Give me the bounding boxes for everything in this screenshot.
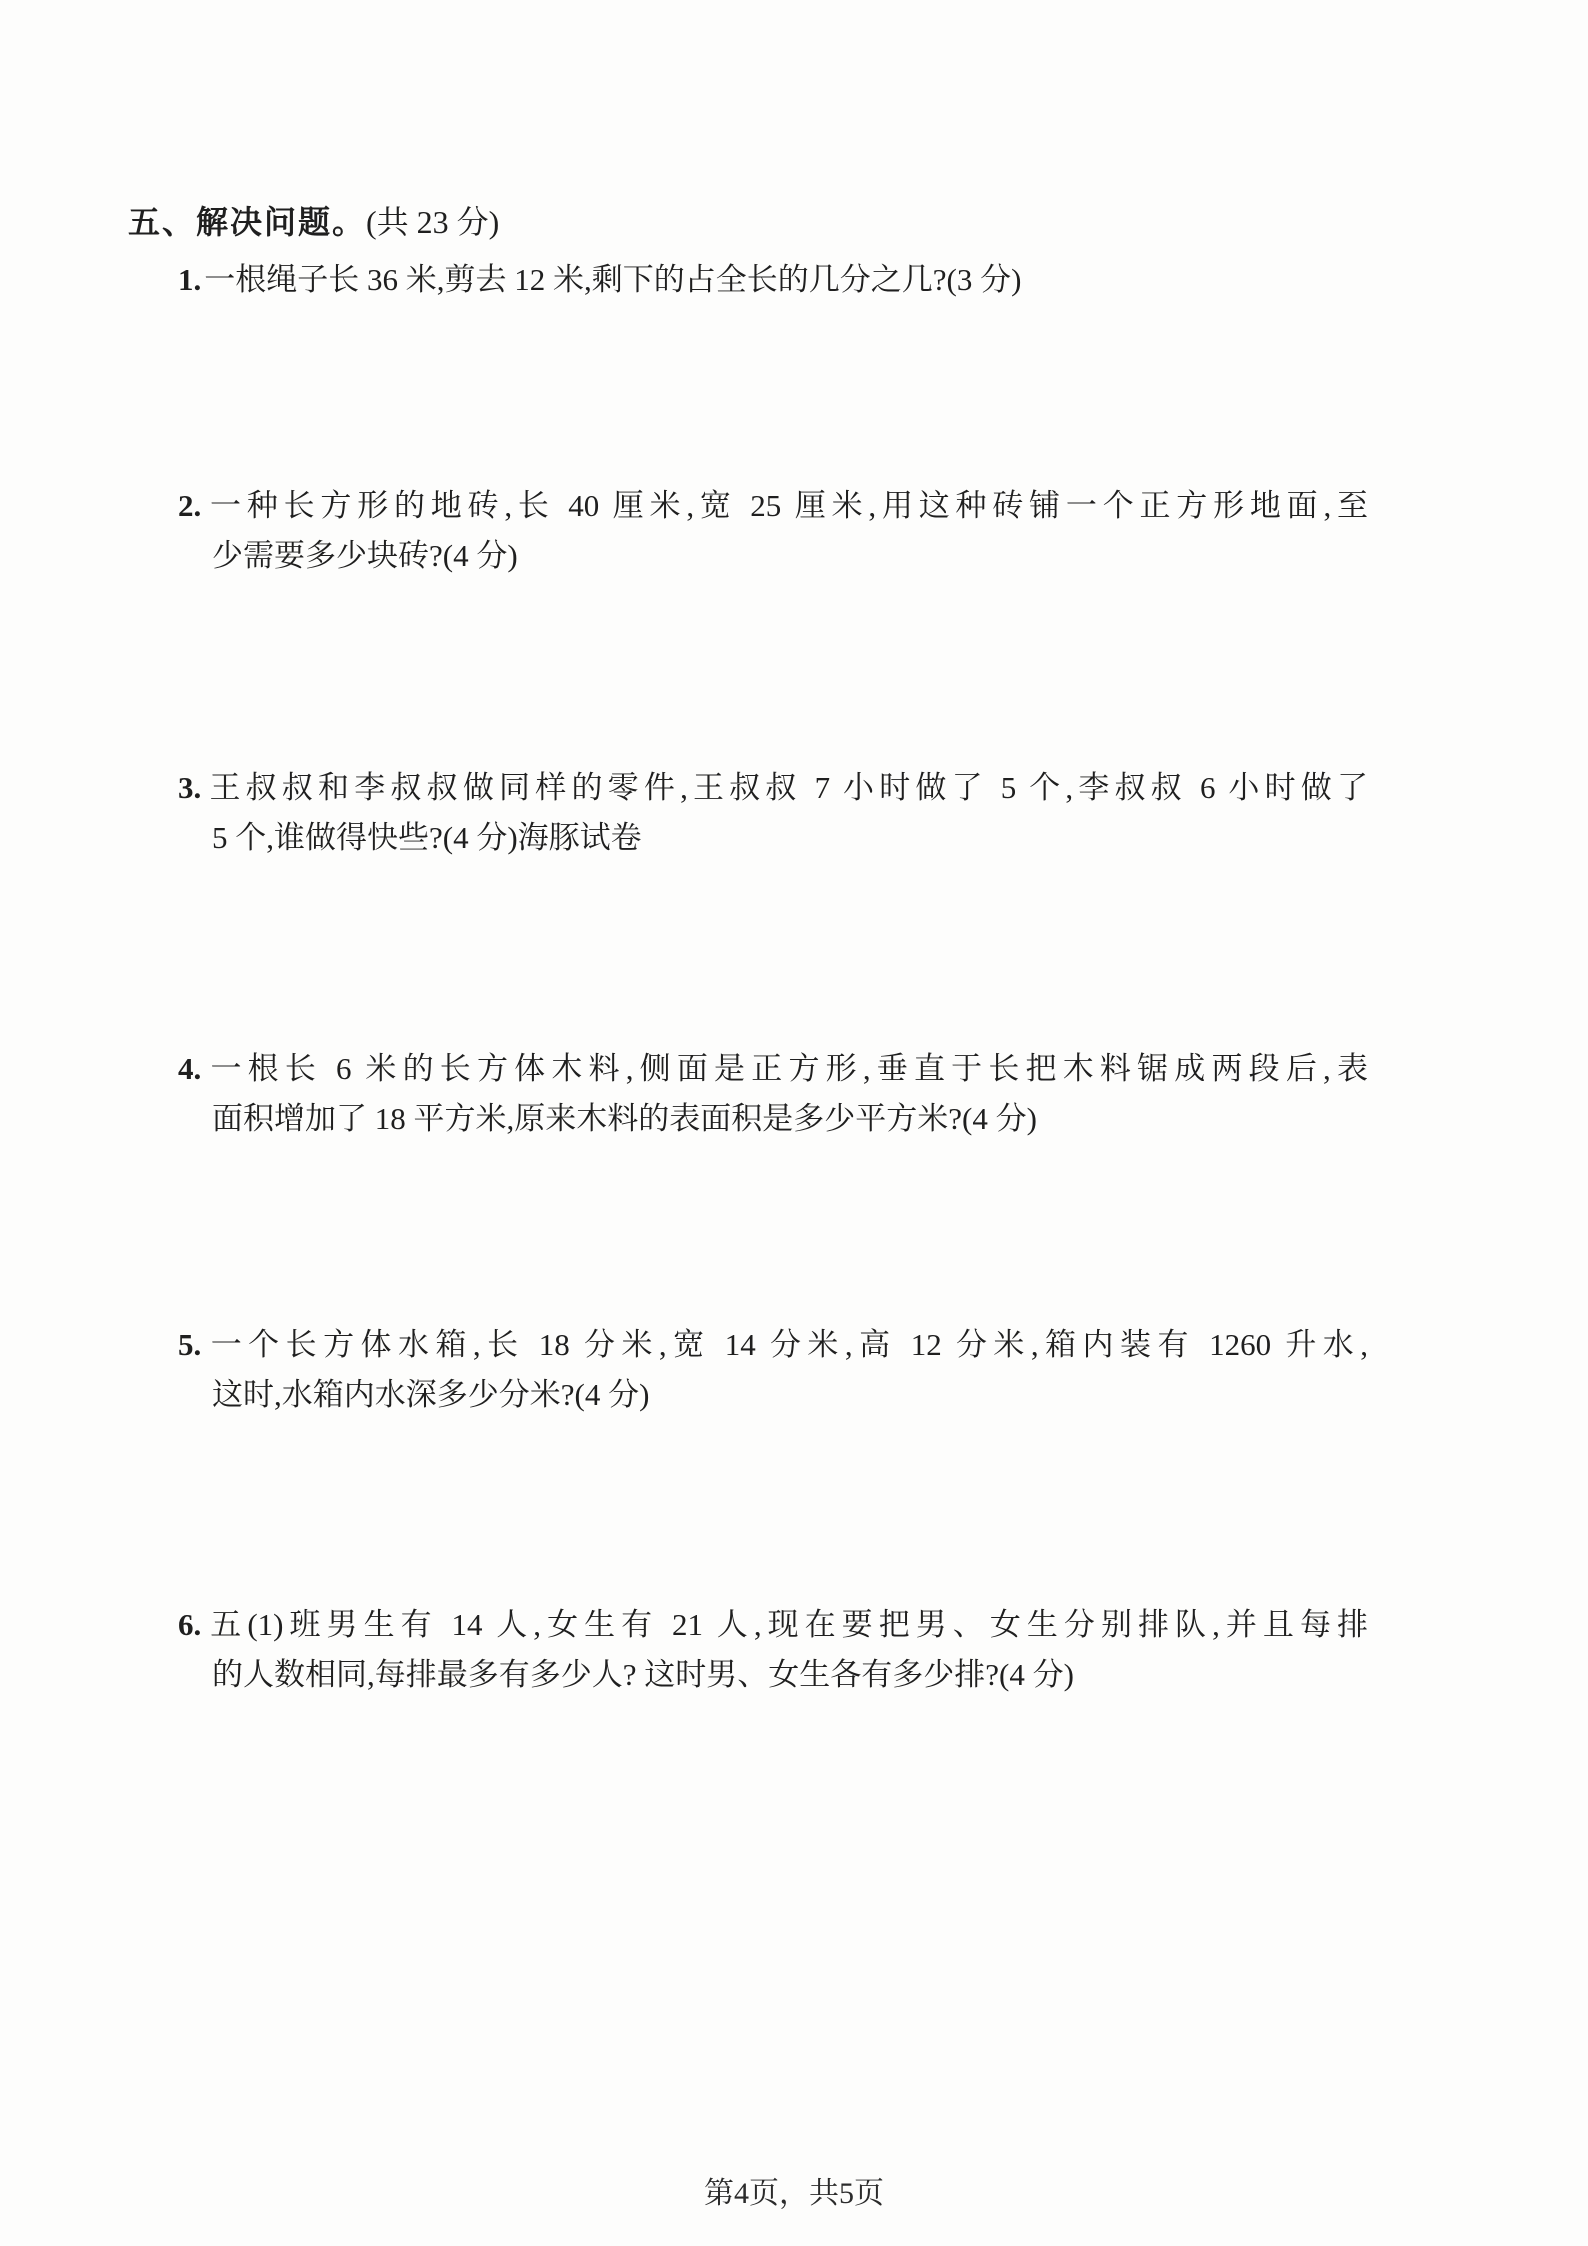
problem-6: [178, 1600, 1368, 1700]
problem-5: [178, 1320, 1368, 1420]
problem-number: 5.: [178, 1327, 202, 1362]
problem-1-line-1: [178, 255, 1368, 305]
problem-number: 6.: [178, 1607, 202, 1642]
problem-3-line-2: 5 个,谁做得快些?(4 分)海豚试卷: [212, 820, 642, 855]
problem-2: [178, 481, 1368, 581]
problem-text: 一个长方体水箱,长 18 分米,宽 14 分米,高 12 分米,箱内装有 1260 升水,: [204, 1327, 1368, 1362]
problem-number: 4.: [178, 1051, 202, 1086]
problem-text: 王叔叔和李叔叔做同样的零件,王叔叔 7 小时做了 5 个,李叔叔 6 小时做了: [204, 770, 1368, 805]
problem-number: 3.: [178, 770, 202, 805]
problem-text: 五(1)班男生有 14 人,女生有 21 人,现在要把男、女生分别排队,并且每排: [204, 1607, 1368, 1642]
problem-1: [178, 255, 1368, 305]
problem-5-line-1: [178, 1320, 1368, 1370]
problem-text: 一种长方形的地砖,长 40 厘米,宽 25 厘米,用这种砖铺一个正方形地面,至: [204, 488, 1368, 523]
problem-text: 一根长 6 米的长方体木料,侧面是正方形,垂直于长把木料锯成两段后,表: [204, 1051, 1368, 1086]
page-footer: 第4页，共5页: [704, 2177, 884, 2210]
problem-4-line-2: 面积增加了 18 平方米,原来木料的表面积是多少平方米?(4 分): [212, 1101, 1037, 1136]
problem-number: 2.: [178, 488, 202, 523]
problem-4-line-1: [178, 1044, 1368, 1094]
section-heading-points: (共 23 分): [366, 204, 500, 240]
problem-text: 一根绳子长 36 米,剪去 12 米,剩下的占全长的几分之几?(3 分): [204, 262, 1022, 297]
problem-6-line-2: 的人数相同,每排最多有多少人? 这时男、女生各有多少排?(4 分): [212, 1657, 1074, 1692]
problem-4: [178, 1044, 1368, 1144]
problem-3-line-1: [178, 763, 1368, 813]
problem-6-line-1: [178, 1600, 1368, 1650]
section-heading-label: 五、解决问题。: [128, 204, 367, 240]
problem-2-line-1: [178, 481, 1368, 531]
problem-number: 1.: [178, 262, 202, 297]
problem-5-line-2: 这时,水箱内水深多少分米?(4 分): [212, 1377, 650, 1412]
problem-2-line-2: 少需要多少块砖?(4 分): [212, 538, 518, 573]
problem-3: [178, 763, 1368, 863]
section-heading: [128, 198, 499, 246]
